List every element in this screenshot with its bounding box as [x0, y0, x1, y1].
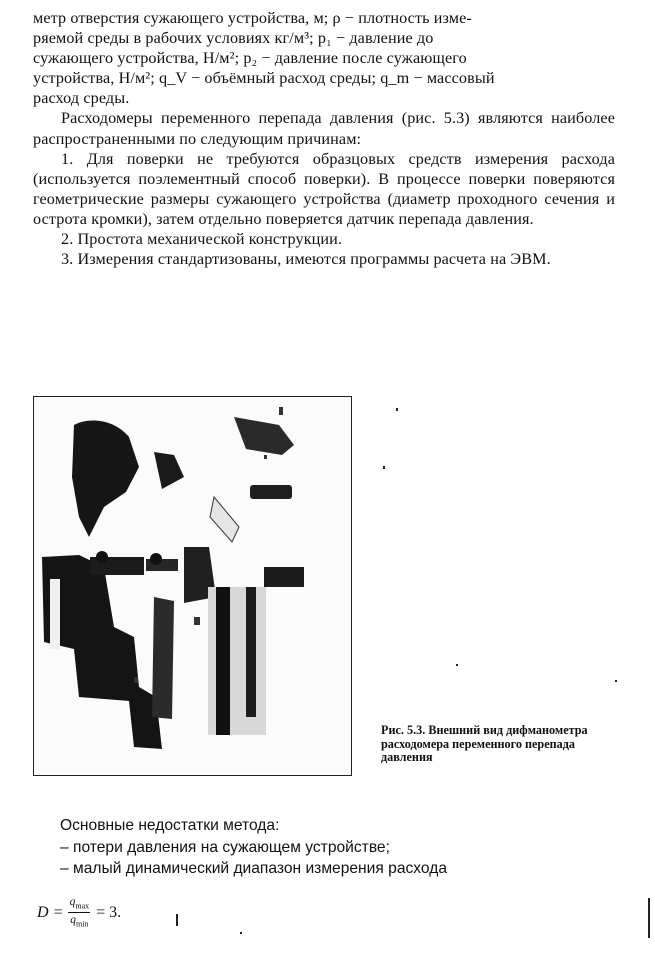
formula-fraction [68, 896, 92, 931]
figure-caption-text: Внешний вид дифманометра расходомера переменного перепада давления [381, 723, 588, 764]
scan-edge-mark [648, 898, 650, 938]
drawback-item-1: – потери давления на сужающем устройстве; [60, 838, 390, 856]
formula-lhs: D [37, 904, 49, 922]
definitions-line-2: ряемой среды в рабочих условиях кг/м³; p₁ − давление до [33, 29, 434, 48]
drawbacks-title: Основные недостатки метода: [60, 817, 280, 834]
reason-item-2: 2. Простота механической конструкции. [61, 230, 343, 249]
formula-denominator: $q_{min}$ [70, 914, 89, 929]
definitions-line-5: расход среды. [33, 89, 130, 108]
scan-speck [240, 932, 242, 934]
scan-speck [176, 914, 178, 926]
main-text [33, 8, 615, 269]
scan-speck [615, 680, 617, 682]
reasons-paragraph: Расходомеры переменного перепада давления (рис. 5.3) являются наиболее распространенными по следующим причинам: [33, 109, 615, 148]
reason-item-3: 3. Измерения стандартизованы, имеются программы расчета на ЭВМ. [61, 250, 551, 269]
figure-caption [381, 724, 617, 765]
drawbacks-section [60, 815, 600, 880]
definitions-line-3: сужающего устройства, Н/м²; p₂ − давление после сужающего [33, 49, 467, 68]
scan-speck [456, 664, 458, 666]
definitions-line-4: устройства, Н/м²; q_V − объёмный расход среды; q_m − массовый [33, 69, 495, 88]
definitions-paragraph [33, 8, 615, 108]
figure-caption-prefix: Рис. 5.3. [381, 723, 426, 737]
manometer-illustration [34, 397, 351, 775]
formula-rhs: = 3. [96, 904, 122, 922]
differential-manometer-photo [33, 396, 352, 776]
scan-speck [383, 466, 385, 469]
dynamic-range-formula [37, 896, 121, 931]
scan-speck [396, 408, 398, 411]
formula-numerator: $q_{max}$ [69, 896, 90, 911]
definitions-line-1: метр отверстия сужающего устройства, м; ρ − плотность изме- [33, 9, 472, 27]
reason-item-1: 1. Для поверки не требуются образцовых средств измерения расхода (используется поэлементный способ поверки). В процессе поверки поверяются геометрические размеры сужающего устройства (диаметр проходного сечения и острота кромки), затем отдельно поверяется датчик перепада давления. [33, 149, 615, 228]
drawback-item-2: – малый динамический диапазон измерения расхода [60, 860, 448, 877]
formula-equals: = [53, 904, 63, 922]
